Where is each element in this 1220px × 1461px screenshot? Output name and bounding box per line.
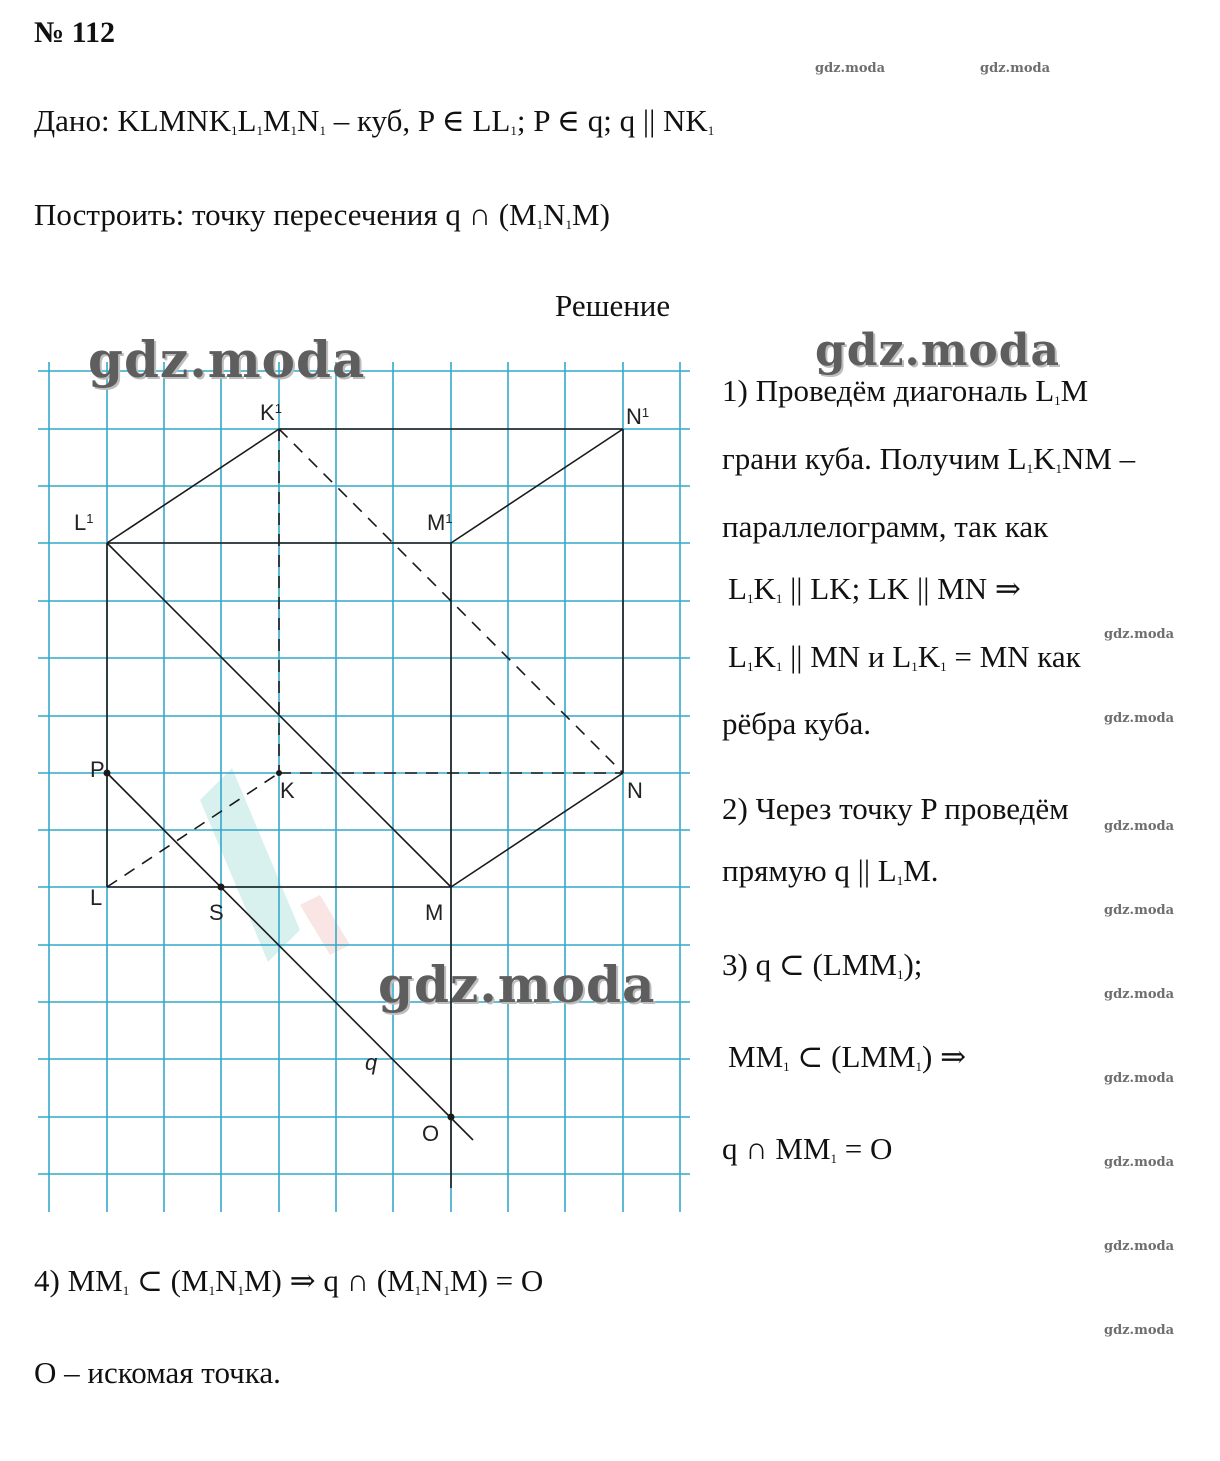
label-P: P	[90, 757, 105, 782]
subscript: 1	[510, 123, 517, 138]
subscript: 1	[896, 967, 904, 982]
label-L1	[74, 510, 93, 536]
construct-line: Построить: точку пересечения q ∩ $(M_1N_1M)$	[34, 197, 610, 232]
label-N1-sub: 1	[641, 405, 650, 420]
subscript: 1	[1055, 461, 1062, 476]
step2-line2: прямую q || $L_1M$.	[722, 853, 939, 888]
step4-line: 4) $MM_1$ ⊂ $(M_1N_1M)$ ⇒ q ∩ $(M_1N_1M) = O$	[34, 1263, 544, 1298]
subscript: 1	[237, 1283, 244, 1298]
label-q: q	[365, 1050, 378, 1075]
watermark-shape	[300, 895, 350, 955]
subscript: 1	[746, 659, 754, 674]
subscript: 1	[915, 1059, 923, 1074]
subscript: 1	[565, 217, 572, 232]
step3-line2: $MM_1$ ⊂ $(LMM_1)$ ⇒	[728, 1039, 967, 1074]
step1-line6: рёбра куба.	[722, 706, 872, 741]
subscript: 1	[775, 591, 783, 606]
subscript: 1	[783, 1059, 790, 1074]
watermark-small: gdz.moda	[1104, 627, 1175, 642]
label-K1-sub: 1	[274, 401, 282, 416]
label-M1-sub: 1	[445, 511, 453, 526]
watermark-large: gdz.moda	[815, 325, 1061, 376]
subscript: 1	[746, 591, 754, 606]
step1-line1: 1) Проведём диагональ $L_1M$	[722, 373, 1089, 408]
watermark-small: gdz.moda	[1104, 903, 1175, 918]
point-S	[218, 884, 225, 891]
conclusion-line: O – искомая точка.	[34, 1355, 281, 1390]
subscript: 1	[290, 123, 298, 138]
label-L1-sub: 1	[86, 511, 94, 526]
watermark-small: gdz.moda	[980, 61, 1051, 76]
label-L1-base: L	[74, 510, 87, 535]
label-N1-base: N	[626, 404, 642, 429]
subscript: 1	[1026, 461, 1034, 476]
label-O: O	[422, 1121, 440, 1146]
subscript: 1	[1054, 393, 1061, 408]
label-K1	[260, 400, 282, 426]
problem-number: № 112	[34, 16, 115, 49]
subscript: 1	[122, 1283, 130, 1298]
watermark-small: gdz.moda	[1104, 987, 1175, 1002]
watermark-small: gdz.moda	[1104, 1239, 1175, 1254]
watermark-small: gdz.moda	[1104, 711, 1175, 726]
step1-line2: грани куба. Получим $L_1K_1NM$ –	[722, 441, 1136, 476]
step1-line5: $L_1K_1$ || MN и $L_1K_1$ = MN как	[728, 639, 1081, 674]
label-K1-base: K	[260, 400, 275, 425]
point-K	[276, 770, 282, 776]
subscript: 1	[443, 1283, 450, 1298]
label-K: K	[280, 778, 295, 803]
subscript: 1	[231, 123, 238, 138]
label-N1	[626, 404, 649, 430]
watermark-large: gdz.moda	[378, 955, 656, 1014]
step1-line4: $L_1K_1$ || LK; LK || MN ⇒	[728, 571, 1021, 606]
given-prefix: Дано:	[34, 103, 110, 138]
label-M1	[427, 510, 453, 536]
watermark-small: gdz.moda	[1104, 819, 1175, 834]
label-M1-base: M	[427, 510, 446, 535]
subscript: 1	[256, 123, 263, 138]
subscript: 1	[830, 1151, 838, 1166]
step2-line1: 2) Через точку P проведём	[722, 791, 1069, 826]
watermark-small: gdz.moda	[1104, 1323, 1175, 1338]
step3-line3: q ∩ $MM_1 = O$	[722, 1131, 893, 1166]
given-statement: $KLMNK_1L_1M_1N_1$ – куб, P ∈ $LL_1$; P ∈ q; q || $NK_1$	[117, 103, 715, 138]
subscript: 1	[414, 1283, 422, 1298]
grid	[38, 362, 690, 1212]
label-S: S	[209, 900, 224, 925]
subscript: 1	[208, 1283, 216, 1298]
watermark-small: gdz.moda	[1104, 1155, 1175, 1170]
subscript: 1	[707, 123, 715, 138]
label-L: L	[90, 885, 103, 910]
label-M: M	[425, 900, 444, 925]
label-N: N	[627, 778, 643, 803]
subscript: 1	[911, 659, 918, 674]
step3-line1: 3) q ⊂ $(LMM_1)$;	[722, 947, 923, 982]
subscript: 1	[896, 873, 904, 888]
watermark-small: gdz.moda	[1104, 1071, 1175, 1086]
subscript: 1	[319, 123, 326, 138]
watermark-small: gdz.moda	[815, 61, 886, 76]
subscript: 1	[775, 659, 783, 674]
subscript: 1	[940, 659, 947, 674]
point-O	[448, 1114, 455, 1121]
subscript: 1	[536, 217, 544, 232]
solution-title: Решение	[555, 288, 671, 323]
watermark-large: gdz.moda	[88, 330, 366, 389]
step1-line3: параллелограмм, так как	[722, 509, 1049, 544]
